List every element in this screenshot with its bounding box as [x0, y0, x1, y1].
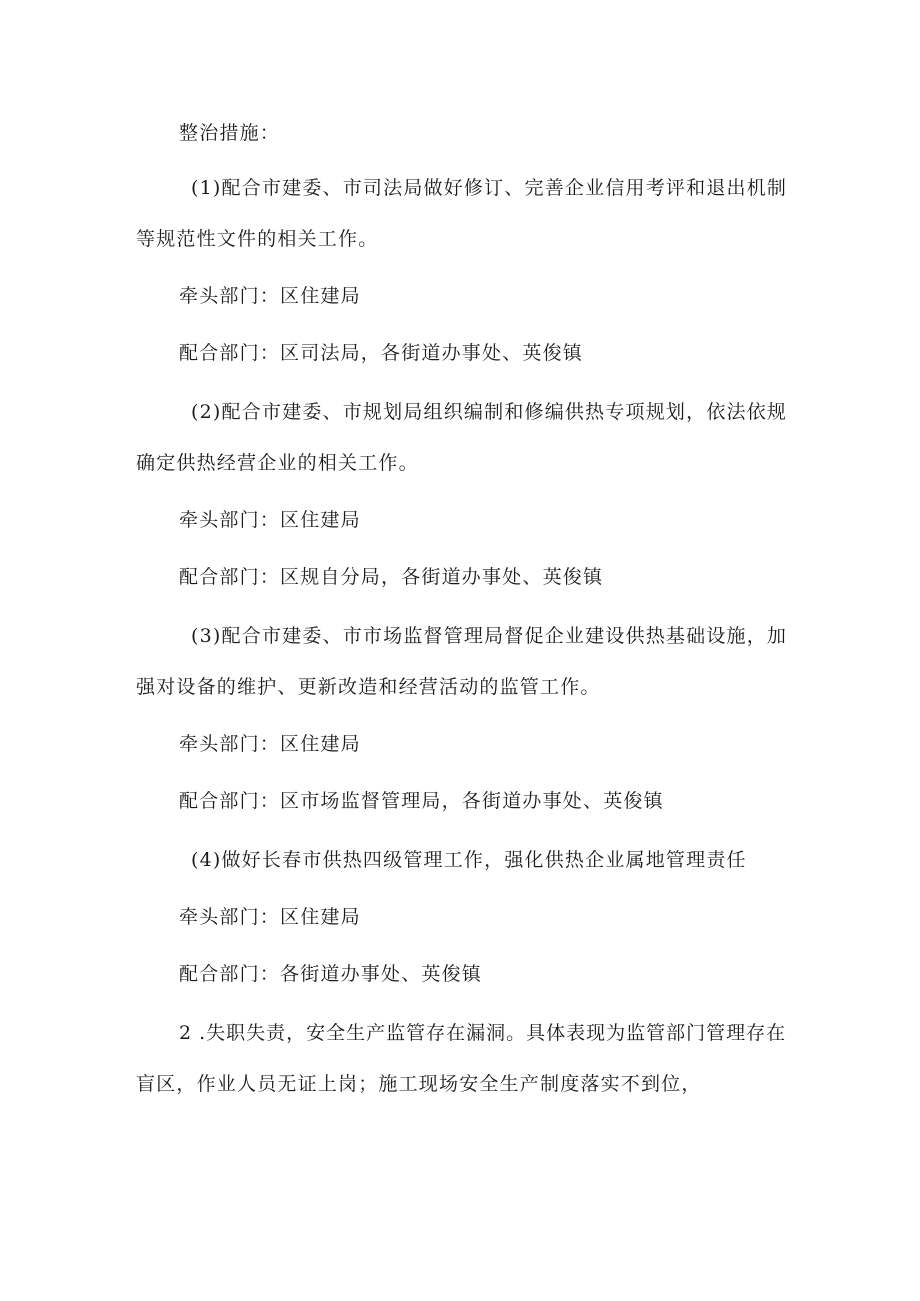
item-2-cooperating-departments: 配合部门：区规自分局，各街道办事处、英俊镇	[179, 566, 604, 588]
item-1-line-1: (1)配合市建委、市司法局做好修订、完善企业信用考评和退出机制	[191, 177, 788, 199]
item-3-line-1: (3)配合市建委、市市场监督管理局督促企业建设供热基础设施，加	[191, 625, 788, 647]
item-3-lead-department: 牵头部门：区住建局	[179, 733, 361, 755]
heading-rectification-measures: 整治措施：	[179, 122, 281, 144]
item-1-lead-department: 牵头部门：区住建局	[179, 285, 361, 307]
item-2-lead-department: 牵头部门：区住建局	[179, 509, 361, 531]
item-1-line-2: 等规范性文件的相关工作。	[136, 228, 379, 250]
item-3-line-2: 强对设备的维护、更新改造和经营活动的监管工作。	[136, 676, 601, 698]
item-3-cooperating-departments: 配合部门：区市场监督管理局，各街道办事处、英俊镇	[179, 790, 664, 812]
item-1-cooperating-departments: 配合部门：区司法局，各街道办事处、英俊镇	[179, 342, 584, 364]
item-4-lead-department: 牵头部门：区住建局	[179, 906, 361, 928]
item-2-line-2: 确定供热经营企业的相关工作。	[136, 452, 419, 474]
item-2-line-1: (2)配合市建委、市规划局组织编制和修编供热专项规划，依法依规	[191, 401, 788, 423]
item-4-cooperating-departments: 配合部门：各街道办事处、英俊镇	[179, 963, 483, 985]
section-2-line-1: 2 .失职失责，安全生产监管存在漏洞。具体表现为监管部门管理存在	[179, 1022, 787, 1044]
section-2-line-2: 盲区，作业人员无证上岗；施工现场安全生产制度落实不到位，	[136, 1073, 702, 1095]
item-4-line-1: (4)做好长春市供热四级管理工作，强化供热企业属地管理责任	[191, 849, 747, 871]
